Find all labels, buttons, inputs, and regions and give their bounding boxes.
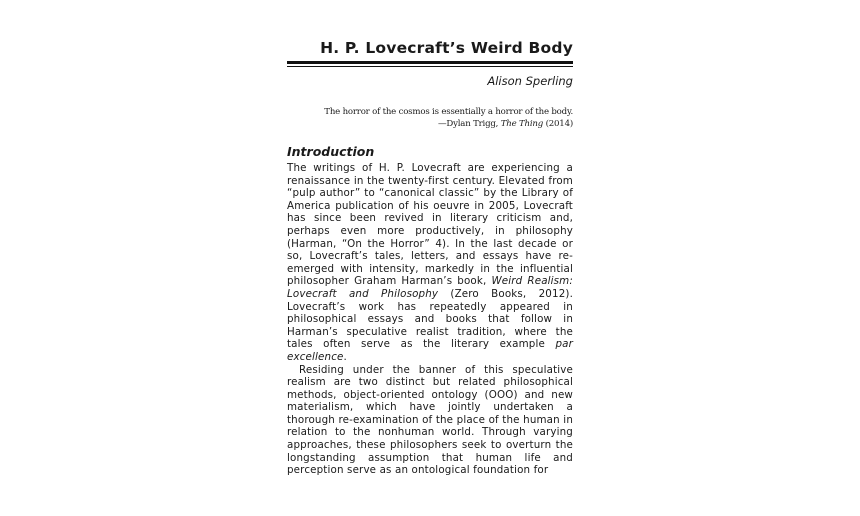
body-text <box>287 162 573 477</box>
epigraph-attribution-year: (2014) <box>543 119 573 129</box>
epigraph-attribution-prefix: —Dylan Trigg, <box>438 119 501 129</box>
paragraph-1-part-3: . <box>343 350 347 363</box>
paragraph-1-part-1: The writings of H. P. Lovecraft are experiencing a renaissance in the twenty-first century. Elevated from “pulp author” to “canonical classic” by the Library of America publication of his oeuvre in 2005, Lovecraft has since been revived in literary criticism and, perhaps even more productively, in philosophy (Harman, “On the Horror” 4). In the last decade or so, Lovecraft’s tales, letters, and essays have re-emerged with intensity, markedly in the influential philosopher Graham Harman’s book, <box>287 162 573 288</box>
paragraph-1 <box>287 162 573 364</box>
epigraph <box>287 106 573 130</box>
title-rule-thick <box>287 61 573 64</box>
epigraph-quote: The horror of the cosmos is essentially a horror of the body. <box>324 107 573 117</box>
article-title: H. P. Lovecraft’s Weird Body <box>320 39 573 57</box>
title-rule-thin <box>287 66 573 67</box>
document-page <box>287 38 573 477</box>
section-heading: Introduction <box>287 144 375 159</box>
article-author: Alison Sperling <box>487 74 573 88</box>
paragraph-1-part-2: (Zero Books, 2012). Lovecraft’s work has repeatedly appeared in philosophical essays and books that follow in Harman’s speculative realist tradition, where the tales often serve as the literary example <box>287 287 573 351</box>
paragraph-2: Residing under the banner of this speculative realism are two distinct but related philosophical methods, object-oriented ontology (OOO) and new materialism, which have jointly undertaken a thorough re-examination of the place of the human in relation to the nonhuman world. Through varying approaches, these philosophers seek to overturn the longstanding assumption that human life and perception serve as an ontological foundation for <box>287 363 573 477</box>
epigraph-attribution-work: The Thing <box>500 119 544 129</box>
paragraph-1-phrase: par excellence <box>287 338 573 363</box>
paragraph-1-book-title: Weird Realism: Lovecraft and Philosophy <box>287 275 573 300</box>
epigraph-attribution <box>287 118 573 130</box>
